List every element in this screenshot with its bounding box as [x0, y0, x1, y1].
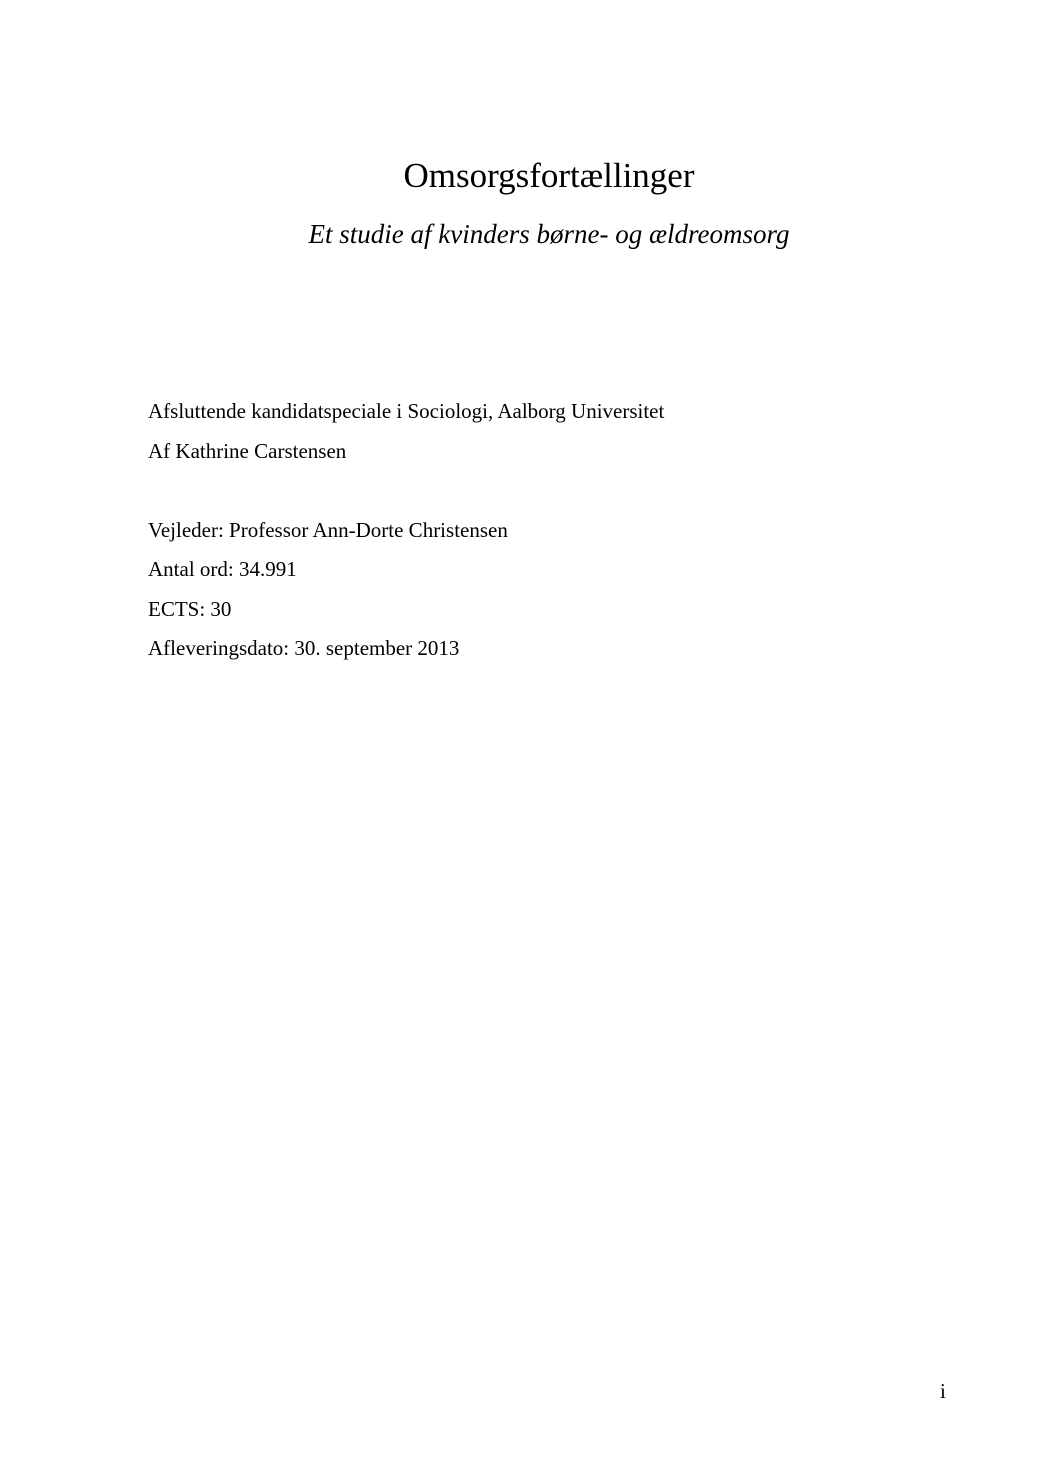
document-title: Omsorgsfortællinger: [403, 156, 695, 195]
document-subtitle: Et studie af kvinders børne- og ældreomsorg: [308, 219, 790, 249]
author-line: Af Kathrine Carstensen: [148, 439, 347, 463]
ects-line: ECTS: 30: [148, 597, 232, 621]
submission-date-line: Afleveringsdato: 30. september 2013: [148, 636, 460, 660]
page-number: i: [940, 1379, 946, 1403]
word-count-line: Antal ord: 34.991: [148, 557, 297, 581]
supervisor-line: Vejleder: Professor Ann-Dorte Christensen: [148, 518, 508, 542]
thesis-description: Afsluttende kandidatspeciale i Sociologi, Aalborg Universitet: [148, 399, 665, 423]
